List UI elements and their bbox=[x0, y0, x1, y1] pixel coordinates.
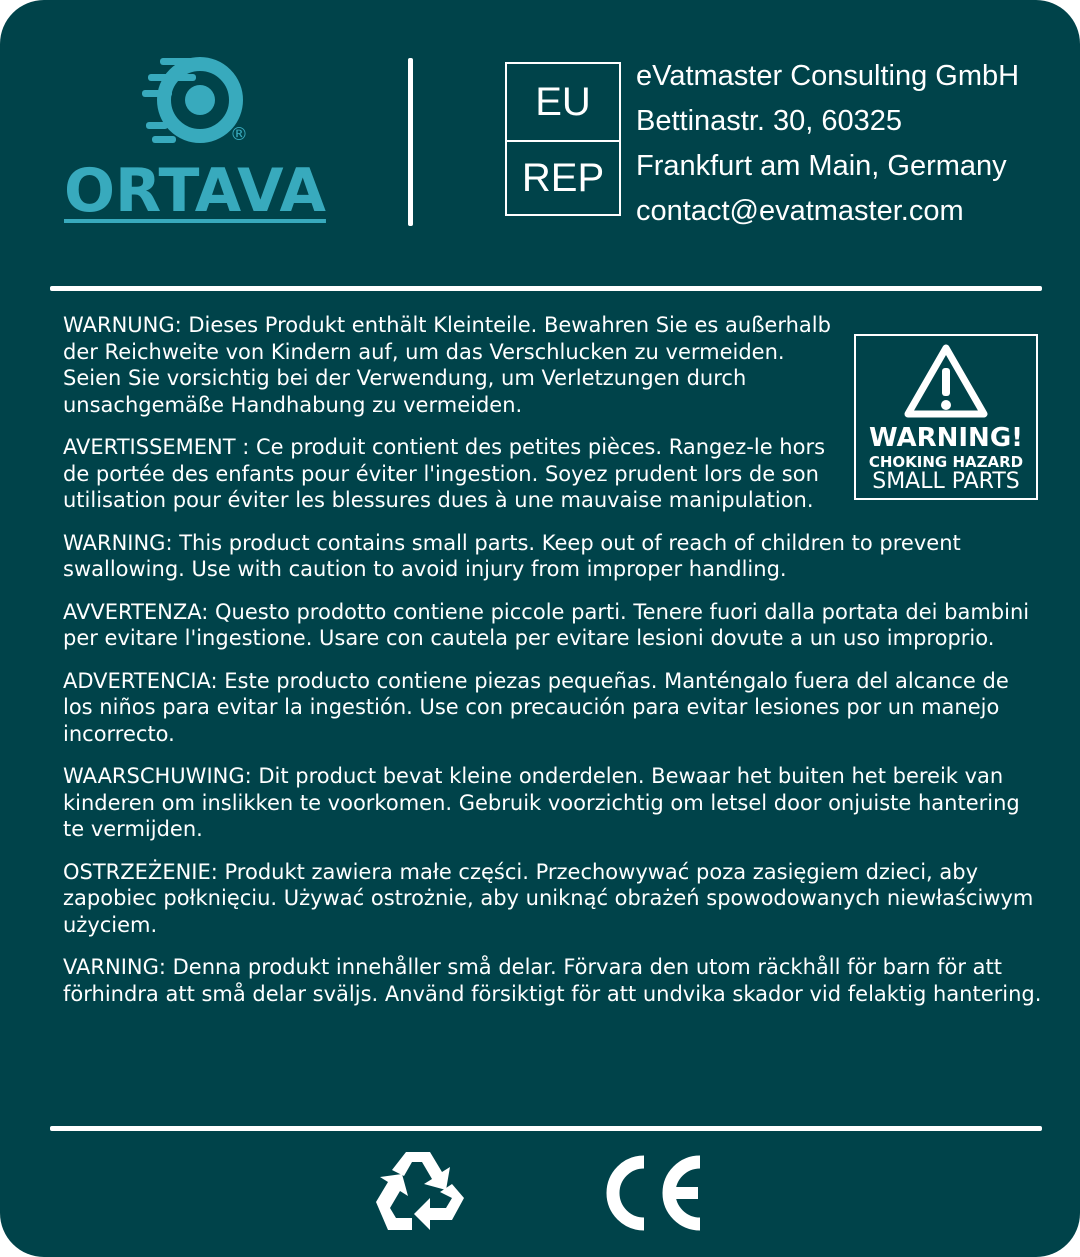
ce-mark-icon bbox=[596, 1152, 708, 1234]
warning-fr: AVERTISSEMENT : Ce produit contient des petites pièces. Rangez-le hors de portée des enfants pour éviter l'ingestion. Soyez prudent lors de son utilisation pour éviter les blessures dues à une mauvaise manipulation. bbox=[63, 435, 826, 512]
warning-sv: VARNING: Denna produkt innehåller små delar. Förvara den utom räckhåll för barn för att förhindra att små delar sväljs. Använd försiktigt för att undvika skador vid felaktig hantering. bbox=[63, 955, 1042, 1006]
eu-rep-address bbox=[636, 54, 1019, 234]
registered-mark: ® bbox=[230, 124, 248, 145]
eu-rep-box bbox=[505, 62, 621, 216]
badge-choking-hazard: CHOKING HAZARD bbox=[868, 453, 1024, 471]
badge-small-parts: SMALL PARTS bbox=[872, 469, 1020, 494]
bottom-divider bbox=[50, 1126, 1042, 1131]
address-line-city: Frankfurt am Main, Germany bbox=[636, 150, 1007, 182]
address-line-company: eVatmaster Consulting GmbH bbox=[636, 60, 1020, 92]
brand-name: ORTAVA bbox=[64, 156, 326, 226]
warning-nl: WAARSCHUWING: Dit product bevat kleine onderdelen. Bewaar het buiten het bereik van kinderen om inslikken te voorkomen. Gebruik voorzichtig om letsel door onjuiste hantering te vermijden. bbox=[63, 764, 1020, 841]
badge-warning: WARNING! bbox=[868, 423, 1024, 453]
eu-rep-top: EU bbox=[507, 64, 619, 142]
header-divider bbox=[408, 58, 413, 226]
eu-rep-bottom: REP bbox=[521, 156, 605, 200]
warning-pl: OSTRZEŻENIE: Produkt zawiera małe części. Przechowywać poza zasięgiem dzieci, aby zapobiec połknięciu. Używać ostrożnie, aby uniknąć obrażeń spowodowanych niewłaściwym użyciem. bbox=[63, 859, 1034, 937]
recycle-icon bbox=[368, 1146, 472, 1242]
warning-en: WARNING: This product contains small parts. Keep out of reach of children to prevent swallowing. Use with caution to avoid injury from improper handling. bbox=[63, 530, 961, 581]
address-line-email: contact@evatmaster.com bbox=[636, 195, 964, 227]
top-divider bbox=[50, 286, 1042, 291]
warning-it: AVVERTENZA: Questo prodotto contiene piccole parti. Tenere fuori dalla portata dei bambini per evitare l'ingestione. Usare con cautela per evitare lesioni dovute a un uso improprio. bbox=[63, 599, 1030, 650]
address-line-street: Bettinastr. 30, 60325 bbox=[636, 105, 903, 137]
warning-text-block bbox=[63, 312, 1043, 1023]
warning-de: WARNUNG: Dieses Produkt enthält Kleinteile. Bewahren Sie es außerhalb der Reichweite von Kindern auf, um das Verschlucken zu vermeiden. Seien Sie vorsichtig bei der Verwendung, um Verletzungen durch unsachgemäße Handhabung zu vermeiden. bbox=[63, 313, 831, 417]
warning-es: ADVERTENCIA: Este producto contiene piezas pequeñas. Manténgalo fuera del alcance de los niños para evitar la ingestión. Use con precaución para evitar lesiones por un manejo incorrecto. bbox=[63, 668, 1009, 746]
